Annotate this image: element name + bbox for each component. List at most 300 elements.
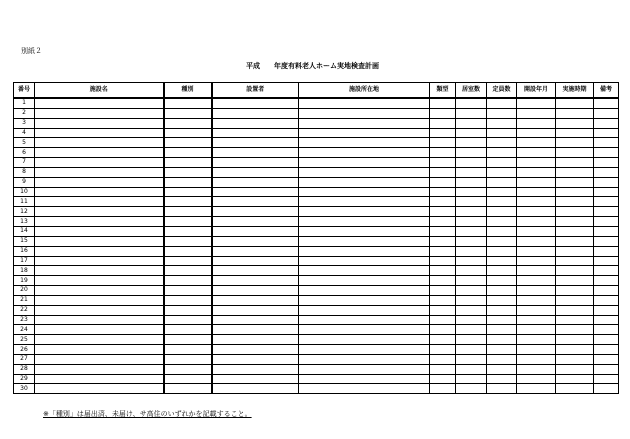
table-cell [299,286,430,296]
table-cell [487,236,517,246]
table-cell [487,108,517,118]
row-number: 14 [14,226,35,236]
table-cell [517,128,556,138]
table-cell [487,354,517,364]
table-cell [487,374,517,384]
table-cell [164,158,212,168]
table-cell [299,207,430,217]
table-cell [517,197,556,207]
table-cell [456,384,487,394]
table-cell [487,266,517,276]
table-cell [517,286,556,296]
table-cell [164,364,212,374]
table-cell [430,226,456,236]
table-cell [517,177,556,187]
table-cell [594,207,619,217]
table-cell [212,266,299,276]
table-cell [35,158,164,168]
table-cell [517,108,556,118]
table-cell [430,354,456,364]
table-cell [556,266,594,276]
table-cell [594,266,619,276]
table-cell [594,226,619,236]
table-cell [456,266,487,276]
table-cell [594,305,619,315]
table-row [14,256,619,266]
table-cell [212,374,299,384]
table-cell [594,158,619,168]
table-cell [556,138,594,148]
table-cell [487,138,517,148]
table-cell [430,108,456,118]
table-cell [556,335,594,345]
table-cell [430,256,456,266]
table-cell [487,246,517,256]
table-cell [164,236,212,246]
table-cell [430,138,456,148]
table-cell [487,345,517,355]
table-cell [212,207,299,217]
table-row [14,295,619,305]
table-row [14,217,619,227]
column-header: 施設所在地 [299,83,430,99]
table-cell [517,315,556,325]
table-cell [594,256,619,266]
table-cell [35,236,164,246]
table-row [14,197,619,207]
table-cell [164,266,212,276]
row-number: 6 [14,148,35,158]
table-cell [299,305,430,315]
row-number: 13 [14,217,35,227]
row-number: 17 [14,256,35,266]
table-cell [487,217,517,227]
table-row [14,246,619,256]
table-cell [35,118,164,128]
table-cell [594,128,619,138]
table-cell [456,226,487,236]
row-number: 10 [14,187,35,197]
table-cell [594,374,619,384]
table-cell [164,374,212,384]
table-cell [594,217,619,227]
table-row [14,148,619,158]
table-row [14,286,619,296]
table-cell [517,217,556,227]
table-cell [594,118,619,128]
table-row [14,138,619,148]
table-cell [35,98,164,108]
table-cell [556,364,594,374]
table-cell [517,226,556,236]
table-cell [299,246,430,256]
table-cell [594,236,619,246]
table-cell [556,384,594,394]
row-number: 12 [14,207,35,217]
column-header: 居室数 [456,83,487,99]
table-cell [556,167,594,177]
table-row [14,266,619,276]
table-cell [35,335,164,345]
table-cell [35,108,164,118]
table-cell [594,108,619,118]
table-cell [456,246,487,256]
table-cell [299,335,430,345]
table-cell [35,128,164,138]
table-cell [164,148,212,158]
table-cell [456,354,487,364]
column-header: 種別 [164,83,212,99]
table-cell [556,305,594,315]
table-cell [594,384,619,394]
table-cell [35,354,164,364]
table-cell [487,305,517,315]
table-cell [517,256,556,266]
table-cell [517,138,556,148]
table-cell [212,108,299,118]
table-cell [487,187,517,197]
table-cell [594,286,619,296]
table-cell [456,345,487,355]
table-cell [456,177,487,187]
table-cell [164,128,212,138]
table-cell [35,374,164,384]
table-cell [299,148,430,158]
column-header: 備考 [594,83,619,99]
table-cell [212,286,299,296]
table-cell [487,364,517,374]
table-cell [299,197,430,207]
column-header: 実施時期 [556,83,594,99]
table-cell [487,128,517,138]
column-header: 番号 [14,83,35,99]
table-cell [594,138,619,148]
table-cell [594,148,619,158]
table-cell [456,315,487,325]
table-cell [594,364,619,374]
table-cell [456,118,487,128]
table-cell [456,217,487,227]
table-cell [35,197,164,207]
table-cell [556,256,594,266]
table-cell [487,148,517,158]
column-header: 施設名 [35,83,164,99]
row-number: 20 [14,286,35,296]
table-cell [594,187,619,197]
table-cell [212,305,299,315]
table-cell [487,315,517,325]
table-cell [517,187,556,197]
table-cell [430,384,456,394]
row-number: 1 [14,98,35,108]
table-row [14,335,619,345]
table-cell [556,128,594,138]
table-cell [556,286,594,296]
table-cell [430,345,456,355]
table-cell [430,236,456,246]
table-cell [212,325,299,335]
table-cell [556,325,594,335]
table-cell [35,217,164,227]
table-cell [212,384,299,394]
table-cell [487,295,517,305]
table-cell [164,226,212,236]
table-cell [299,266,430,276]
table-cell [35,295,164,305]
table-cell [517,325,556,335]
table-cell [212,256,299,266]
table-cell [299,217,430,227]
table-cell [430,364,456,374]
row-number: 2 [14,108,35,118]
table-cell [212,364,299,374]
table-cell [556,118,594,128]
table-row [14,207,619,217]
table-cell [556,187,594,197]
table-cell [487,98,517,108]
table-cell [517,246,556,256]
table-cell [164,315,212,325]
row-number: 19 [14,276,35,286]
table-cell [212,148,299,158]
table-cell [594,197,619,207]
table-cell [164,197,212,207]
table-cell [556,276,594,286]
table-cell [35,246,164,256]
table-cell [594,325,619,335]
table-cell [556,108,594,118]
table-cell [594,246,619,256]
table-cell [164,217,212,227]
table-cell [517,207,556,217]
column-header: 設置者 [212,83,299,99]
table-cell [299,384,430,394]
table-cell [517,148,556,158]
table-cell [430,158,456,168]
table-cell [299,177,430,187]
table-cell [430,276,456,286]
table-cell [212,118,299,128]
table-cell [299,108,430,118]
table-cell [517,276,556,286]
table-cell [430,305,456,315]
table-cell [594,354,619,364]
table-cell [594,98,619,108]
row-number: 11 [14,197,35,207]
table-cell [517,118,556,128]
table-cell [35,148,164,158]
table-cell [164,335,212,345]
table-cell [456,98,487,108]
table-row [14,354,619,364]
table-cell [35,325,164,335]
table-cell [556,98,594,108]
table-cell [594,335,619,345]
table-row [14,158,619,168]
table-cell [164,286,212,296]
table-cell [487,197,517,207]
table-cell [594,177,619,187]
table-cell [487,276,517,286]
table-cell [456,305,487,315]
table-cell [594,167,619,177]
table-cell [164,138,212,148]
table-cell [430,295,456,305]
table-cell [456,325,487,335]
table-cell [430,167,456,177]
table-cell [430,118,456,128]
table-row [14,128,619,138]
table-cell [430,246,456,256]
table-cell [299,158,430,168]
table-cell [456,167,487,177]
row-number: 18 [14,266,35,276]
table-cell [456,207,487,217]
table-row [14,325,619,335]
table-cell [556,295,594,305]
table-cell [35,305,164,315]
table-cell [517,295,556,305]
table-cell [35,266,164,276]
table-cell [456,128,487,138]
table-cell [430,217,456,227]
table-cell [456,197,487,207]
table-cell [212,345,299,355]
table-cell [430,286,456,296]
table-cell [456,108,487,118]
table-cell [517,236,556,246]
table-cell [517,384,556,394]
table-cell [556,177,594,187]
table-cell [164,345,212,355]
table-cell [299,276,430,286]
table-cell [299,236,430,246]
table-cell [164,207,212,217]
table-cell [556,354,594,364]
table-cell [164,256,212,266]
table-cell [299,128,430,138]
table-cell [35,187,164,197]
table-cell [556,148,594,158]
table-cell [164,354,212,364]
table-cell [35,167,164,177]
table-cell [556,217,594,227]
table-cell [35,364,164,374]
table-row [14,345,619,355]
row-number: 26 [14,345,35,355]
table-cell [487,325,517,335]
table-cell [556,315,594,325]
table-cell [456,335,487,345]
table-cell [212,98,299,108]
table-cell [212,335,299,345]
table-cell [517,266,556,276]
table-cell [487,335,517,345]
table-row [14,305,619,315]
row-number: 24 [14,325,35,335]
table-row [14,374,619,384]
table-cell [212,167,299,177]
table-cell [556,345,594,355]
table-row [14,276,619,286]
table-cell [35,177,164,187]
table-cell [299,364,430,374]
table-cell [299,118,430,128]
table-cell [430,148,456,158]
table-cell [212,138,299,148]
table-cell [212,295,299,305]
table-cell [164,108,212,118]
table-cell [517,335,556,345]
table-cell [487,256,517,266]
column-header: 開設年月 [517,83,556,99]
column-header: 定員数 [487,83,517,99]
table-cell [164,276,212,286]
table-cell [517,345,556,355]
table-cell [556,207,594,217]
row-number: 25 [14,335,35,345]
table-cell [487,158,517,168]
table-cell [164,118,212,128]
table-cell [517,374,556,384]
table-cell [487,384,517,394]
table-cell [487,286,517,296]
table-cell [164,325,212,335]
row-number: 5 [14,138,35,148]
table-cell [556,246,594,256]
table-cell [556,197,594,207]
row-number: 21 [14,295,35,305]
table-cell [430,335,456,345]
table-cell [456,236,487,246]
table-cell [299,138,430,148]
table-cell [594,276,619,286]
table-cell [517,305,556,315]
row-number: 23 [14,315,35,325]
table-cell [212,197,299,207]
table-cell [430,325,456,335]
table-cell [299,325,430,335]
row-number: 27 [14,354,35,364]
table-cell [35,256,164,266]
row-number: 8 [14,167,35,177]
table-cell [594,295,619,305]
table-cell [299,295,430,305]
table-cell [456,364,487,374]
table-row [14,108,619,118]
table-cell [487,207,517,217]
table-cell [517,167,556,177]
row-number: 16 [14,246,35,256]
table-row [14,177,619,187]
table-cell [212,236,299,246]
table-cell [212,128,299,138]
table-cell [164,98,212,108]
table-cell [556,158,594,168]
table-cell [35,345,164,355]
table-cell [430,187,456,197]
table-cell [594,345,619,355]
table-cell [164,384,212,394]
table-cell [35,315,164,325]
table-cell [35,384,164,394]
table-cell [456,295,487,305]
table-cell [299,187,430,197]
table-cell [594,315,619,325]
table-cell [35,207,164,217]
table-row [14,384,619,394]
table-cell [456,148,487,158]
